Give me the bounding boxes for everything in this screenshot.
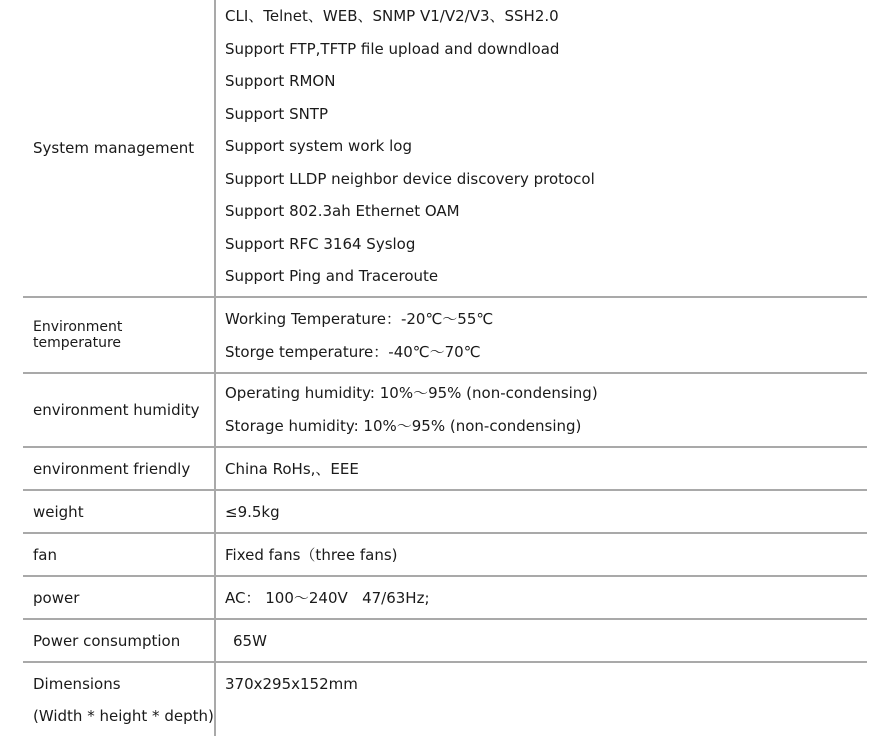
spec-row-power-consumption xyxy=(23,620,867,663)
spec-table xyxy=(23,0,867,736)
spec-value: 65W xyxy=(225,630,267,652)
spec-value-line: CLI、Telnet、WEB、SNMP V1/V2/V3、SSH2.0 xyxy=(225,5,867,38)
spec-values xyxy=(216,298,867,372)
spec-label: environment humidity xyxy=(23,374,216,446)
spec-label: fan xyxy=(23,534,216,575)
spec-value: ≤9.5kg xyxy=(225,501,280,523)
spec-value-line: Support SNTP xyxy=(225,103,867,136)
spec-value-line: Support RMON xyxy=(225,70,867,103)
spec-row-environment-temperature xyxy=(23,298,867,374)
spec-row-environment-friendly xyxy=(23,448,867,491)
spec-row-environment-humidity xyxy=(23,374,867,448)
spec-values xyxy=(216,577,867,618)
spec-label: environment friendly xyxy=(23,448,216,489)
spec-label-line: Dimensions xyxy=(33,673,121,705)
spec-value-line: Storge temperature：-40℃～70℃ xyxy=(225,341,867,374)
spec-row-dimensions xyxy=(23,663,867,736)
spec-label: System management xyxy=(23,0,216,296)
spec-value-line: Support LLDP neighbor device discovery protocol xyxy=(225,168,867,201)
spec-values xyxy=(216,620,867,661)
spec-row-fan xyxy=(23,534,867,577)
spec-value-line: Working Temperature：-20℃～55℃ xyxy=(225,308,867,341)
spec-row-weight xyxy=(23,491,867,534)
spec-value: 370x295x152mm xyxy=(225,673,867,706)
spec-values xyxy=(216,0,867,296)
spec-row-power xyxy=(23,577,867,620)
spec-value-line: Support Ping and Traceroute xyxy=(225,265,867,298)
spec-value-line: Support system work log xyxy=(225,135,867,168)
spec-value-line: Support 802.3ah Ethernet OAM xyxy=(225,200,867,233)
spec-values xyxy=(216,374,867,446)
spec-value-line: Storage humidity: 10%～95% (non-condensing) xyxy=(225,415,867,448)
spec-value: AC： 100～240V 47/63Hz; xyxy=(225,587,430,609)
spec-value: Fixed fans（three fans) xyxy=(225,544,398,566)
spec-value-line: Support FTP,TFTP file upload and downdload xyxy=(225,38,867,71)
spec-label xyxy=(23,663,216,736)
spec-label: Power consumption xyxy=(23,620,216,661)
spec-label: weight xyxy=(23,491,216,532)
spec-values xyxy=(216,534,867,575)
spec-row-system-management xyxy=(23,0,867,298)
spec-value: China RoHs,、EEE xyxy=(225,458,359,480)
spec-value-line: Support RFC 3164 Syslog xyxy=(225,233,867,266)
spec-values xyxy=(216,448,867,489)
spec-label: Environment temperature xyxy=(23,298,216,372)
spec-value-line: Operating humidity: 10%～95% (non-condensing) xyxy=(225,382,867,415)
spec-values xyxy=(216,663,867,736)
spec-label: power xyxy=(23,577,216,618)
spec-label-line: (Width * height * depth) xyxy=(33,705,214,736)
spec-values xyxy=(216,491,867,532)
